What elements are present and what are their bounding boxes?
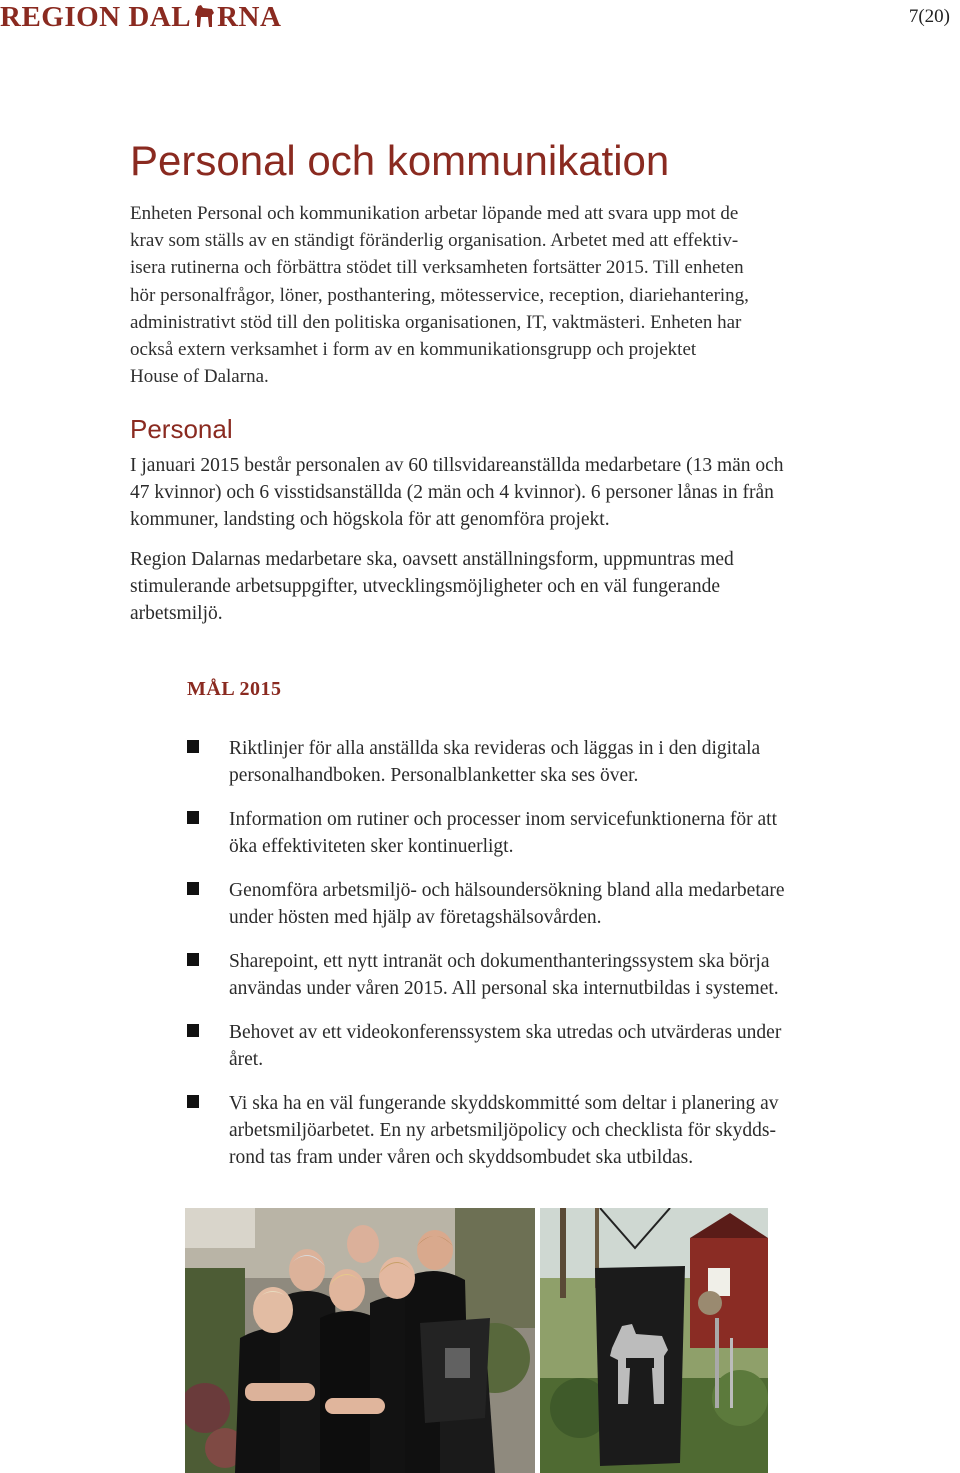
goal-line: arbetsmiljöarbetet. En ny arbetsmiljöpolicy och checklista för skydds-: [229, 1120, 776, 1142]
goal-line: rond tas fram under våren och skyddsombudet ska utbildas.: [229, 1147, 694, 1169]
logo-text-left: REGION DAL: [0, 1, 192, 33]
intro-line: House of Dalarna.: [130, 366, 269, 388]
personal-paragraph-1: [130, 452, 910, 534]
personal-paragraph-2: [130, 546, 910, 628]
goal-item: [185, 1090, 905, 1172]
goal-line: året.: [229, 1049, 264, 1071]
staff-group-illustration: [185, 1208, 535, 1473]
dala-horse-icon: [192, 3, 216, 29]
goal-item: [185, 806, 905, 860]
page-number: 7(20): [908, 6, 950, 27]
paragraph-line: kommuner, landsting och högskola för att genomföra projekt.: [130, 509, 610, 531]
goal-item: [185, 735, 905, 789]
square-bullet-icon: [187, 1095, 199, 1108]
goal-item: [185, 1019, 905, 1073]
dala-bag-illustration: [540, 1208, 768, 1473]
goal-line: Genomföra arbetsmiljö- och hälsoundersökning bland alla medarbetare: [229, 880, 785, 901]
square-bullet-icon: [187, 811, 199, 824]
intro-paragraph: [130, 200, 900, 390]
dala-bag-photo: [540, 1208, 768, 1473]
intro-line: Enheten Personal och kommunikation arbetar löpande med att svara upp mot de: [130, 203, 739, 224]
goal-item: [185, 948, 905, 1002]
staff-group-photo: [185, 1208, 535, 1473]
goal-line: användas under våren 2015. All personal ska internutbildas i systemet.: [229, 978, 779, 1000]
square-bullet-icon: [187, 882, 199, 895]
personal-heading: Personal: [130, 414, 233, 444]
square-bullet-icon: [187, 1024, 199, 1037]
goal-line: öka effektiviteten sker kontinuerligt.: [229, 836, 514, 858]
goal-item: [185, 877, 905, 931]
logo-text-right: RNA: [217, 1, 282, 33]
square-bullet-icon: [187, 740, 199, 753]
goal-line: Behovet av ett videokonferenssystem ska utredas och utvärderas under: [229, 1022, 782, 1043]
goal-line: under hösten med hjälp av företagshälsovården.: [229, 907, 602, 929]
intro-line: också extern verksamhet i form av en kommunikationsgrupp och projektet: [130, 339, 697, 361]
goal-line: personalhandboken. Personalblanketter ska ses över.: [229, 765, 639, 787]
paragraph-line: arbetsmiljö.: [130, 603, 223, 625]
intro-line: hör personalfrågor, löner, posthantering, mötesservice, reception, diariehantering,: [130, 284, 749, 306]
intro-line: isera rutinerna och förbättra stödet till verksamheten fortsätter 2015. Till enheten: [130, 257, 744, 279]
paragraph-line: 47 kvinnor) och 6 visstidsanställda (2 män och 4 kvinnor). 6 personer lånas in från: [130, 482, 774, 504]
goals-list: [185, 735, 905, 1188]
paragraph-line: Region Dalarnas medarbetare ska, oavsett anställningsform, uppmuntras med: [130, 549, 734, 570]
goal-line: Vi ska ha en väl fungerande skyddskommitté som deltar i planering av: [229, 1093, 779, 1114]
goal-line: Information om rutiner och processer inom servicefunktionerna för att: [229, 809, 777, 830]
paragraph-line: stimulerande arbetsuppgifter, utvecklingsmöjligheter och en väl fungerande: [130, 576, 720, 598]
square-bullet-icon: [187, 953, 199, 966]
intro-line: krav som ställs av en ständigt föränderlig organisation. Arbetet med att effektiv-: [130, 230, 739, 252]
page-title: Personal och kommunikation: [130, 137, 670, 184]
goal-line: Sharepoint, ett nytt intranät och dokumenthanteringssystem ska börja: [229, 951, 770, 972]
paragraph-line: I januari 2015 består personalen av 60 tillsvidareanställda medarbetare (13 män och: [130, 455, 784, 476]
intro-line: administrativt stöd till den politiska organisationen, IT, vaktmästeri. Enheten har: [130, 311, 742, 333]
goal-line: Riktlinjer för alla anställda ska revideras och läggas in i den digitala: [229, 738, 761, 759]
goals-heading: MÅL 2015: [187, 678, 282, 700]
region-dalarna-logo: [0, 0, 281, 34]
